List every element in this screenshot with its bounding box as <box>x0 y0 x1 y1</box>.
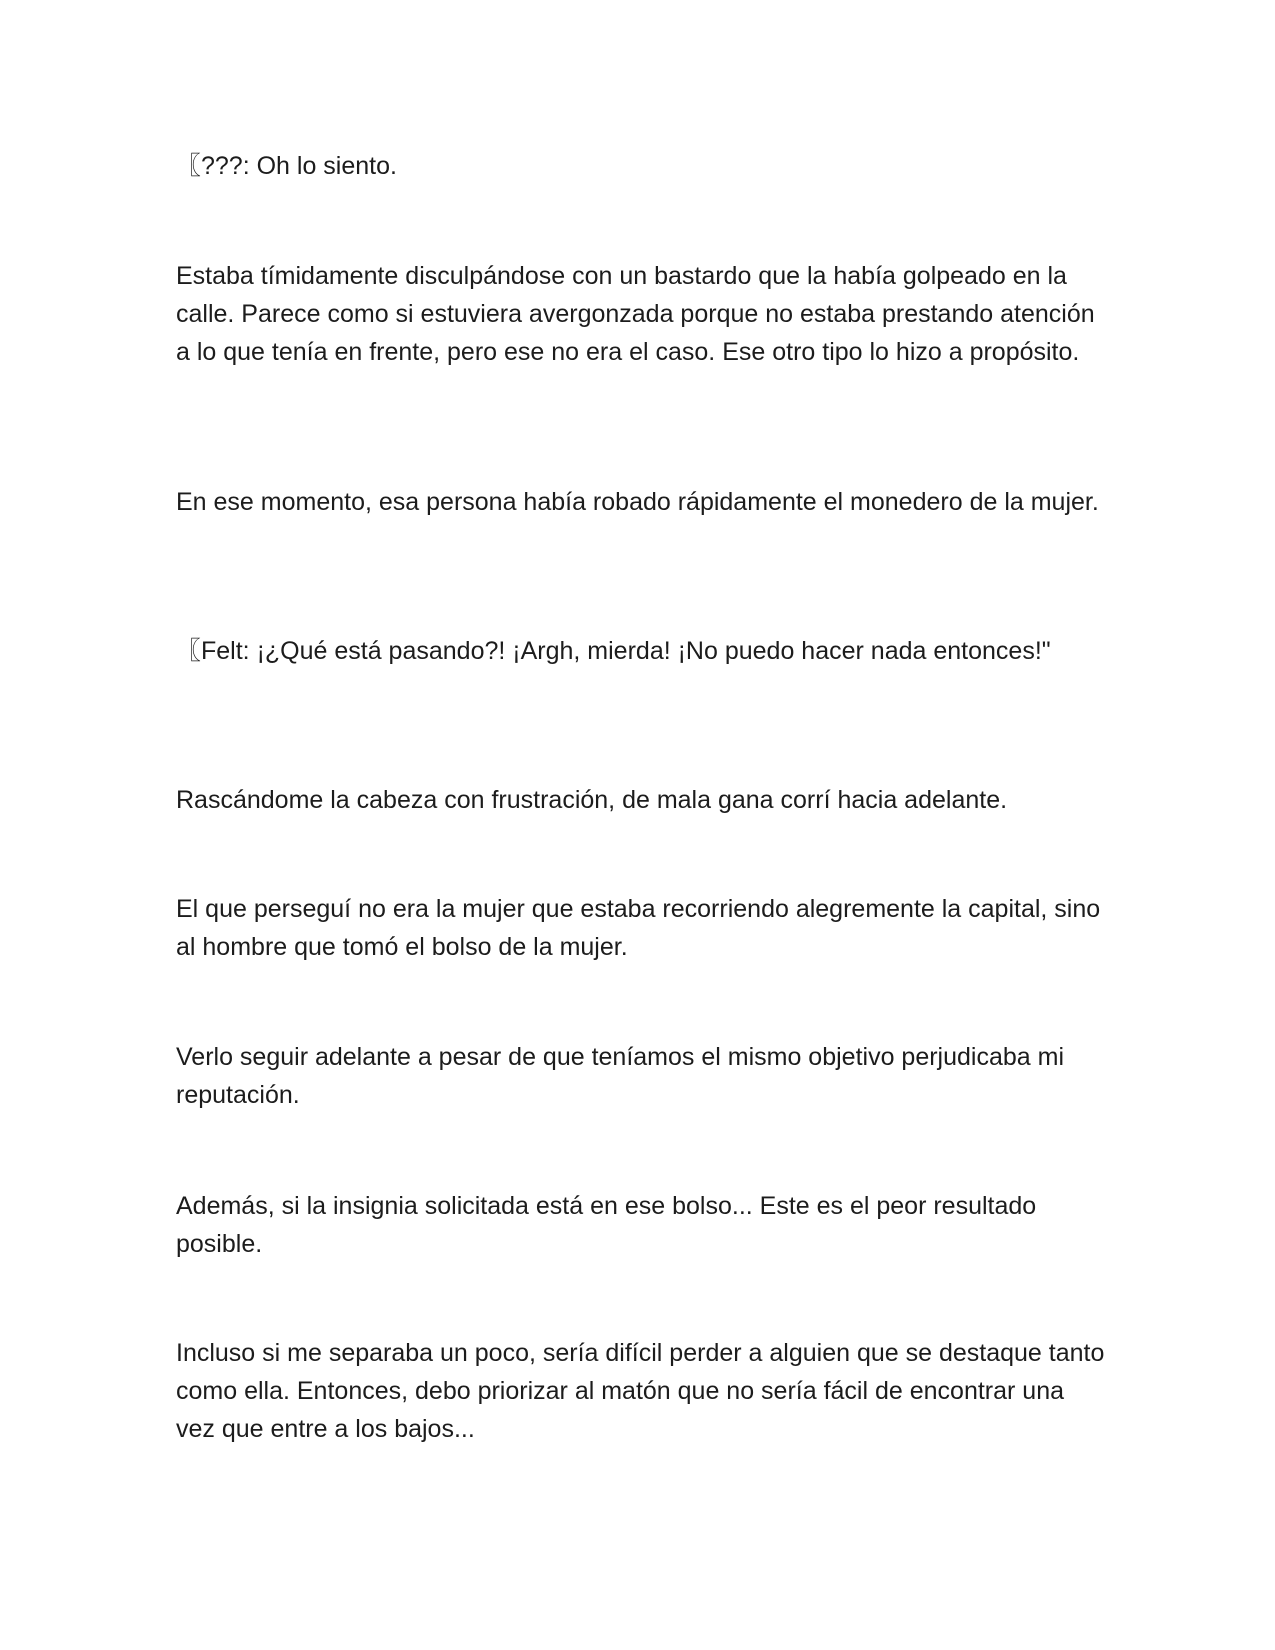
paragraph-dialogue-2: 〖Felt: ¡¿Qué está pasando?! ¡Argh, mierda! ¡No puedo hacer nada entonces!" <box>176 637 1051 665</box>
paragraph-dialogue-1: 〖???: Oh lo siento. <box>176 152 397 180</box>
paragraph-6: Además, si la insignia solicitada está en ese bolso... Este es el peor resultado posible. <box>176 1192 1037 1258</box>
paragraph-1: Estaba tímidamente disculpándose con un bastardo que la había golpeado en la calle. Parece como si estuviera avergonzada porque no estaba prestando atención a lo que tenía en frente, pero ese no era el caso. Ese otro tipo lo hizo a propósito. <box>176 262 1095 366</box>
paragraph-7: Incluso si me separaba un poco, sería difícil perder a alguien que se destaque tanto como ella. Entonces, debo priorizar al matón que no sería fácil de encontrar una vez que entre a los bajos... <box>176 1339 1105 1443</box>
paragraph-3: Rascándome la cabeza con frustración, de mala gana corrí hacia adelante. <box>176 786 1008 814</box>
paragraph-4: El que perseguí no era la mujer que estaba recorriendo alegremente la capital, sino al hombre que tomó el bolso de la mujer. <box>176 895 1101 961</box>
paragraph-2: En ese momento, esa persona había robado rápidamente el monedero de la mujer. <box>176 488 1099 516</box>
paragraph-5: Verlo seguir adelante a pesar de que teníamos el mismo objetivo perjudicaba mi reputación. <box>176 1043 1065 1109</box>
